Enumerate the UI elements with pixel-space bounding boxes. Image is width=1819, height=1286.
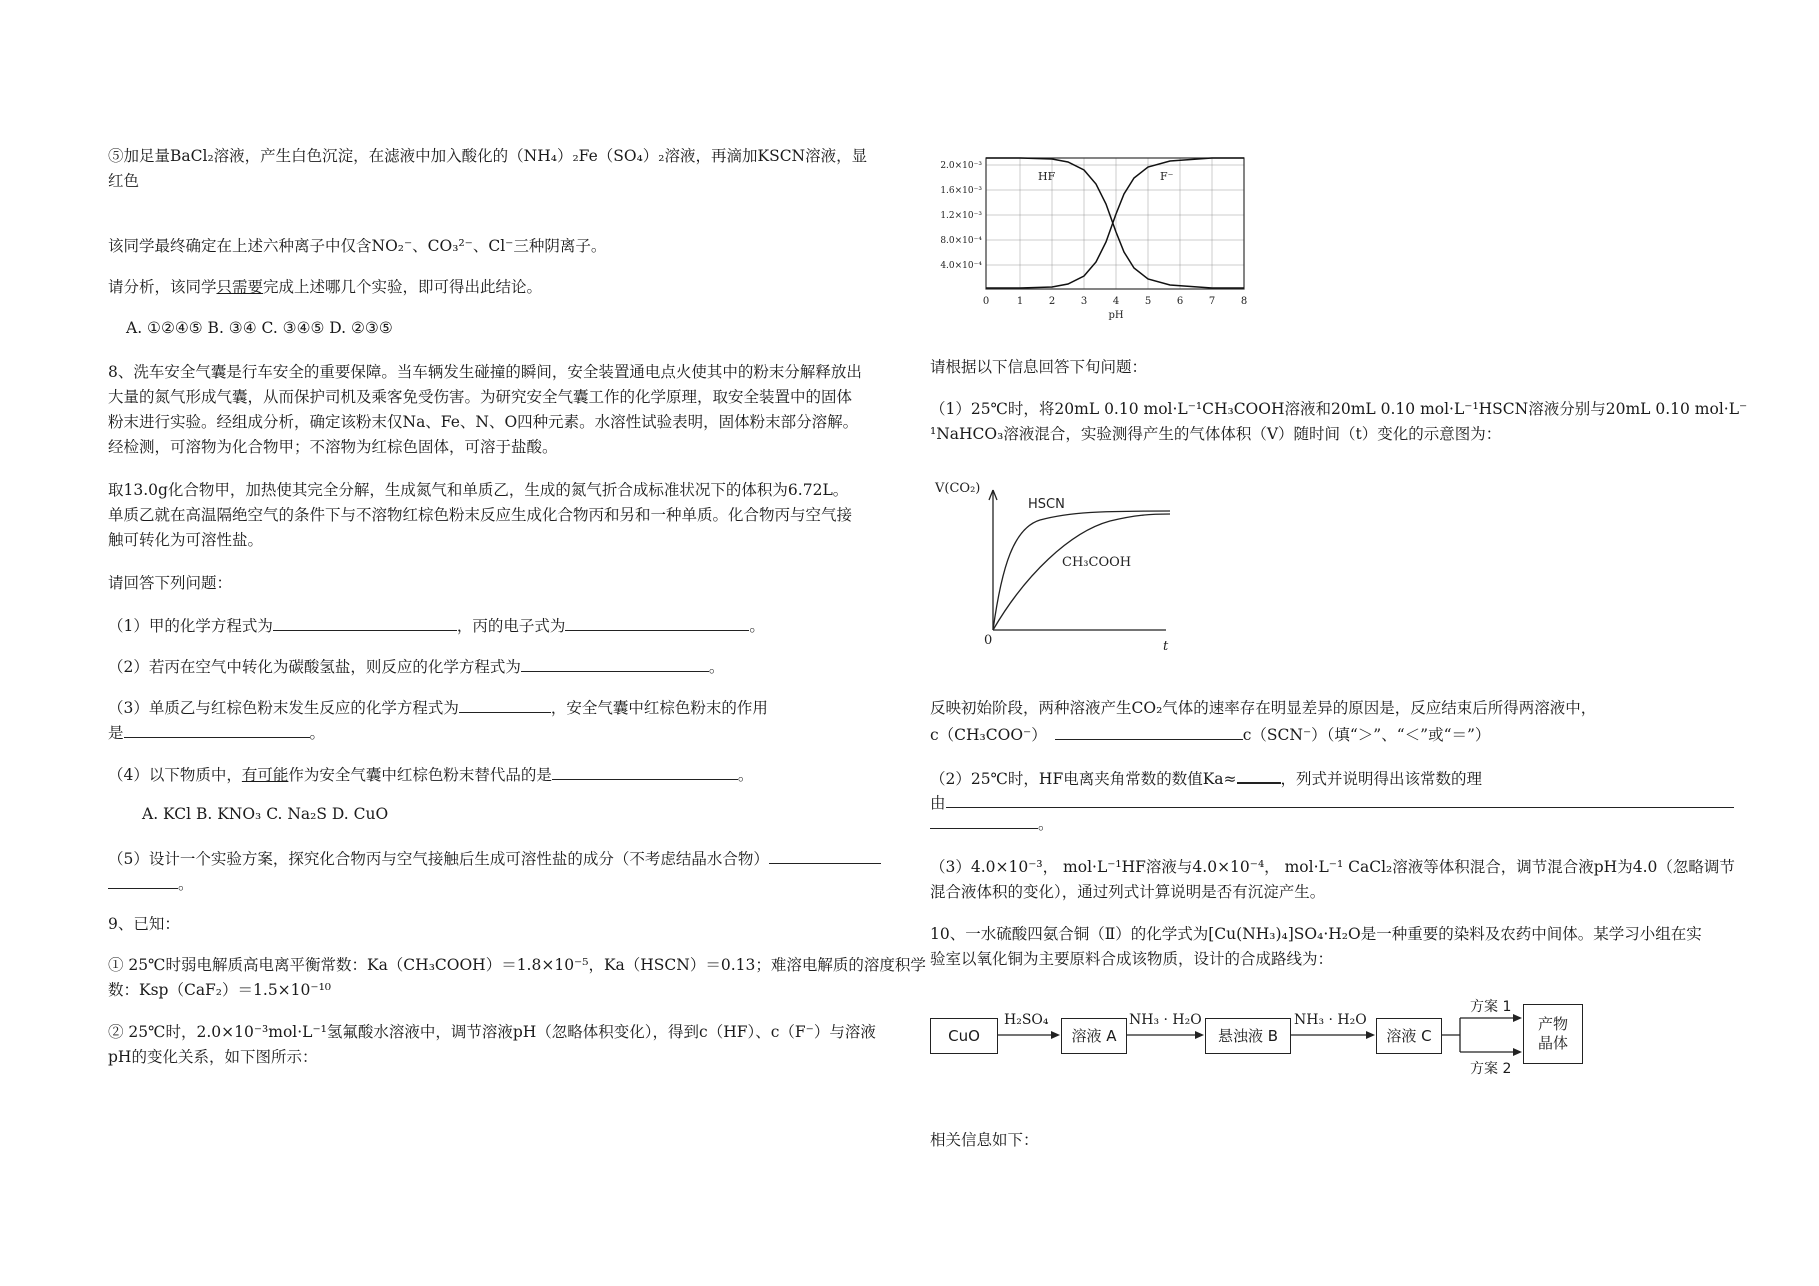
q7-ask-underlined: 只需要	[216, 278, 264, 296]
plan-1-label: 方案 1	[1470, 999, 1512, 1015]
right-intro: 请根据以下信息回答下旬问题：	[930, 358, 1148, 376]
x-tick-label: 4	[1112, 296, 1120, 307]
r-sub2-b: ，列式并说明得出该常数的理	[1280, 770, 1483, 788]
y-tick-label: 2.0×10⁻³	[940, 161, 982, 171]
product-label-line2: 晶体	[1537, 1034, 1568, 1052]
r-sub3-line2: 混合液体积的变化），通过列式计算说明是否有沉淀产生。	[930, 883, 1326, 901]
q8-sub4-a: （4）以下物质中，	[108, 766, 242, 784]
hscn-series-label: HSCN	[1028, 497, 1065, 512]
y-tick-label: 4.0×10⁻⁴	[940, 261, 982, 271]
product-label-line1: 产物	[1537, 1015, 1568, 1033]
suspension-b-box: 悬浊液 B	[1205, 1018, 1291, 1054]
r-sub1-after-line2	[930, 721, 1490, 748]
q8-sub4-b: 作为安全气囊中红棕色粉末替代品的是	[288, 766, 552, 784]
q8-sub5	[108, 845, 881, 872]
y-tick-label: 8.0×10⁻⁴	[940, 236, 982, 246]
q8-sub1	[108, 612, 765, 639]
answer-blank[interactable]	[124, 719, 310, 738]
r-sub1-after-b: c（SCN⁻）（填“＞”、“＜”或“＝”）	[1242, 726, 1491, 744]
r-sub1-after-a: c（CH₃COO⁻）	[930, 726, 1047, 744]
q8-sub3-b: ，安全气囊中红棕色粉末的作用	[550, 699, 768, 717]
q8-p1-line4: 经检测，可溶物为化合物甲；不溶物为红棕色固体，可溶于盐酸。	[108, 438, 558, 456]
q10-line2: 验室以氧化铜为主要原料合成该物质，设计的合成路线为：	[930, 950, 1334, 968]
q8-sub4-options: A. KCl B. KNO₃ C. Na₂S D. CuO	[142, 805, 389, 823]
x-tick-label: 7	[1208, 296, 1216, 307]
ch3cooh-series-label: CH₃COOH	[1062, 555, 1132, 570]
q9-info1-line2: 数：Ksp（CaF₂）＝1.5×10⁻¹⁰	[108, 981, 331, 999]
arrow-head-icon	[1513, 1048, 1522, 1056]
q9-info1-line1: ① 25℃时弱电解质高电离平衡常数：Ka（CH₃COOH）＝1.8×10⁻⁵，Ka（HSCN）＝0.13；难溶电解质的溶度积学	[108, 956, 926, 974]
x-tick-label: 5	[1144, 296, 1152, 307]
q8-p1-line3: 粉末进行实验。经组成分析，确定该粉末仅Na、Fe、N、O四种元素。水溶性试验表明，固体粉末部分溶解。	[108, 413, 859, 431]
answer-blank[interactable]	[273, 612, 457, 631]
r-sub2-line3	[930, 810, 1054, 837]
q9-info2-line2: pH的变化关系，如下图所示：	[108, 1048, 318, 1066]
r-sub1-line2: ¹NaHCO₃溶液混合，实验测得产生的气体体积（V）随时间（t）变化的示意图为：	[930, 425, 1502, 443]
q8-sub3-cont	[108, 719, 325, 746]
arrow-head-icon	[1195, 1031, 1204, 1039]
period: 。	[708, 658, 725, 676]
r-sub1-after-line1: 反映初始阶段，两种溶液产生CO₂气体的速率存在明显差异的原因是，反应结束后所得两溶液中，	[930, 699, 1597, 717]
q8-sub3	[108, 694, 768, 721]
x-tick-label: 1	[1016, 296, 1024, 307]
answer-blank[interactable]	[1055, 721, 1243, 740]
answer-blank[interactable]	[108, 870, 178, 889]
q8-answer-intro: 请回答下列问题：	[108, 574, 233, 592]
q8-p1-line1: 8、洗车安全气囊是行车安全的重要保障。当车辆发生碰撞的瞬间，安全装置通电点火使其中的粉末分解释放出	[108, 363, 862, 381]
answer-blank[interactable]	[565, 612, 749, 631]
q7-ask-a: 请分析，该同学	[108, 278, 217, 296]
q9-title: 9、已知：	[108, 915, 180, 933]
q8-p2-line2: 单质乙就在高温隔绝空气的条件下与不溶物红棕色粉末反应生成化合物丙和另和一种单质。化合物丙与空气接	[108, 506, 853, 524]
ph-chart-frame	[986, 158, 1244, 289]
y-tick-label: 1.6×10⁻³	[940, 186, 982, 196]
ph-chart-grid	[986, 158, 1244, 289]
q9-info2-line1: ② 25℃时，2.0×10⁻³mol·L⁻¹氢氟酸水溶液中，调节溶液pH（忽略体积变化），得到c（HF）、c（F⁻）与溶液	[108, 1023, 876, 1041]
x-tick-label: 8	[1240, 296, 1248, 307]
ph-distribution-chart	[930, 140, 1270, 345]
q8-sub4-underlined: 有可能	[241, 766, 289, 784]
product-crystal-box	[1523, 1004, 1583, 1064]
period: 。	[749, 617, 765, 635]
co2-volume-time-chart	[930, 470, 1200, 660]
synthesis-flowchart	[930, 1000, 1590, 1100]
q8-p1-line2: 大量的氮气形成气囊，从而保护司机及乘客免受伤害。为研究安全气囊工作的化学原理，取安全装置中的固体	[108, 388, 853, 406]
q7-exp5-line: ⑤加足量BaCl₂溶液，产生白色沉淀，在滤液中加入酸化的（NH₄）₂Fe（SO₄）₂溶液，再滴加KSCN溶液，显	[108, 147, 868, 165]
hf-series-label: HF	[1038, 170, 1056, 183]
q7-ask-b: 完成上述哪几个实验，即可得出此结论。	[263, 278, 543, 296]
q8-sub2	[108, 653, 724, 680]
r-sub2-line1	[930, 764, 1482, 792]
plan-2-label: 方案 2	[1470, 1061, 1512, 1077]
q8-sub1-b: ，丙的电子式为	[456, 617, 566, 635]
q8-sub3-a: （3）单质乙与红棕色粉末发生反应的化学方程式为	[108, 699, 459, 717]
answer-blank[interactable]	[769, 845, 881, 864]
r-sub2-c: 由	[930, 794, 946, 812]
period: 。	[1038, 815, 1054, 833]
answer-blank[interactable]	[552, 761, 738, 780]
q8-sub5-cont	[108, 870, 194, 897]
h2so4-reagent-label: H₂SO₄	[1004, 1012, 1049, 1028]
cuo-box: CuO	[930, 1018, 998, 1054]
x-tick-label: 2	[1048, 296, 1056, 307]
co2-origin-label: 0	[984, 633, 993, 648]
f-series-label: F⁻	[1160, 170, 1174, 183]
x-tick-label: 0	[982, 296, 990, 307]
q10-line1: 10、一水硫酸四氨合铜（Ⅱ）的化学式为[Cu(NH₃)₄]SO₄·H₂O是一种重要的染料及农药中间体。某学习小组在实	[930, 925, 1702, 943]
q7-question	[108, 275, 542, 300]
q7-options: A. ①②④⑤ B. ③④ C. ③④⑤ D. ②③⑤	[126, 319, 393, 337]
answer-blank[interactable]	[521, 653, 709, 672]
arrow-head-icon	[1513, 1014, 1522, 1022]
answer-blank[interactable]	[946, 789, 1734, 808]
q8-p2-line1: 取13.0g化合物甲，加热使其完全分解，生成氮气和单质乙，生成的氮气折合成标准状况下的体积为6.72L。	[108, 481, 849, 499]
solution-a-box: 溶液 A	[1061, 1018, 1127, 1054]
arrow-head-icon	[1366, 1031, 1375, 1039]
nh3-reagent-label-2: NH₃ · H₂O	[1294, 1012, 1367, 1028]
answer-blank[interactable]	[930, 810, 1038, 829]
answer-blank[interactable]	[1237, 764, 1281, 784]
y-tick-label: 1.2×10⁻³	[940, 211, 982, 221]
solution-c-box: 溶液 C	[1376, 1018, 1442, 1054]
x-axis-label: pH	[1108, 310, 1124, 321]
q8-sub3-c: 是	[108, 724, 124, 742]
period: 。	[309, 724, 326, 742]
co2-x-label: t	[1163, 639, 1169, 654]
q8-p2-line3: 触可转化为可溶性盐。	[108, 531, 264, 549]
f-ion-curve	[986, 158, 1244, 288]
period: 。	[178, 875, 194, 893]
period: 。	[737, 766, 754, 784]
q7-exp5-cont: 红色	[108, 172, 140, 190]
hscn-curve	[993, 511, 1170, 630]
arrow-head-icon	[1051, 1031, 1060, 1039]
q8-sub2-text: （2）若丙在空气中转化为碳酸氢盐，则反应的化学方程式为	[108, 658, 521, 676]
x-tick-label: 6	[1176, 296, 1184, 307]
q8-sub4	[108, 761, 753, 788]
ch3cooh-curve	[993, 514, 1170, 630]
hf-curve	[986, 158, 1244, 288]
q8-sub5-text: （5）设计一个实验方案，探究化合物丙与空气接触后生成可溶性盐的成分（不考虑结晶水合物）	[108, 850, 769, 868]
q8-sub1-a: （1）甲的化学方程式为	[108, 617, 273, 635]
q7-conclusion: 该同学最终确定在上述六种离子中仅含NO₂⁻、CO₃²⁻、Cl⁻三种阴离子。	[108, 237, 607, 255]
x-tick-label: 3	[1080, 296, 1088, 307]
nh3-reagent-label-1: NH₃ · H₂O	[1129, 1012, 1202, 1028]
r-sub1-line1: （1）25℃时，将20mL 0.10 mol·L⁻¹CH₃COOH溶液和20mL 0.10 mol·L⁻¹HSCN溶液分别与20mL 0.10 mol·L⁻	[930, 400, 1748, 418]
co2-y-label: V(CO₂)	[935, 481, 981, 496]
r-sub3-line1: （3）4.0×10⁻³， mol·L⁻¹HF溶液与4.0×10⁻⁴， mol·L⁻¹ CaCl₂溶液等体积混合，调节混合液pH为4.0（忽略调节	[930, 858, 1735, 876]
related-info: 相关信息如下：	[930, 1131, 1039, 1149]
answer-blank[interactable]	[459, 694, 551, 713]
r-sub2-a: （2）25℃时，HF电离夹角常数的数值Ka≈	[930, 770, 1237, 788]
